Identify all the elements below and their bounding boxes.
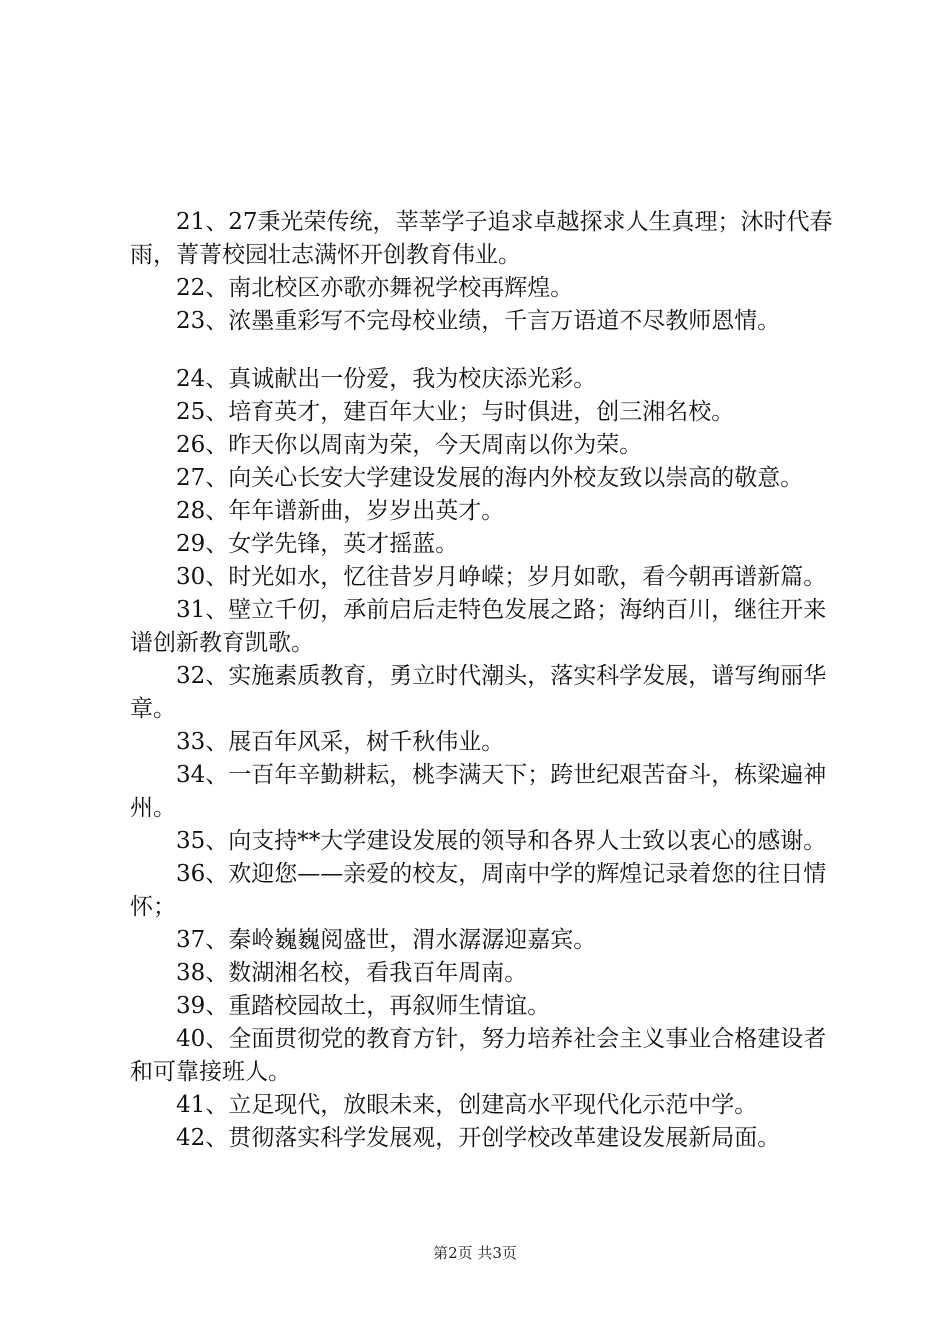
slogan-item-22: 22、南北校区亦歌亦舞祝学校再辉煌。 [176,275,574,301]
slogan-item-21: 21、27秉光荣传统，莘莘学子追求卓越探求人生真理；沐时代春雨，菁菁校园壮志满怀开创教育伟业。 [130,209,833,268]
slogan-item-38: 38、数湖湘名校，看我百年周南。 [176,960,528,986]
slogan-item-30: 30、时光如水，忆往昔岁月峥嵘；岁月如歌，看今朝再谱新篇。 [176,564,827,590]
slogan-item-25: 25、培育英才，建百年大业；与时俱进，创三湘名校。 [176,399,735,425]
slogan-item-32: 32、实施素质教育，勇立时代潮头，落实科学发展，谱写绚丽华章。 [130,663,827,722]
slogan-item-26: 26、昨天你以周南为荣，今天周南以你为荣。 [176,432,643,458]
document-body [130,206,840,1155]
slogan-item-42: 42、贯彻落实科学发展观，开创学校改革建设发展新局面。 [176,1125,781,1151]
slogan-item-37: 37、秦岭巍巍阅盛世，渭水潺潺迎嘉宾。 [176,927,597,953]
slogan-item-33: 33、展百年风采，树千秋伟业。 [176,729,505,755]
slogan-item-40: 40、全面贯彻党的教育方针，努力培养社会主义事业合格建设者和可靠接班人。 [130,1026,827,1085]
slogan-item-23: 23、浓墨重彩写不完母校业绩，千言万语道不尽教师恩情。 [176,308,781,334]
slogan-item-24: 24、真诚献出一份爱，我为校庆添光彩。 [176,366,597,392]
slogan-item-35: 35、向支持**大学建设发展的领导和各界人士致以衷心的感谢。 [176,828,827,854]
slogan-item-29: 29、女学先锋，英才摇蓝。 [176,531,459,557]
slogan-item-31: 31、壁立千仞，承前启后走特色发展之路；海纳百川，继往开来谱创新教育凯歌。 [130,597,827,656]
slogan-item-34: 34、一百年辛勤耕耘，桃李满天下；跨世纪艰苦奋斗，栋梁遍神州。 [130,762,827,821]
page-number-footer: 第2页 共3页 [433,1244,517,1262]
slogan-item-27: 27、向关心长安大学建设发展的海内外校友致以崇高的敬意。 [176,465,804,491]
slogan-item-36: 36、欢迎您——亲爱的校友，周南中学的辉煌记录着您的往日情怀； [130,861,827,920]
slogan-item-39: 39、重踏校园故土，再叙师生情谊。 [176,993,551,1019]
slogan-item-41: 41、立足现代，放眼未来，创建高水平现代化示范中学。 [176,1092,758,1118]
slogan-item-28: 28、年年谱新曲，岁岁出英才。 [176,498,505,524]
